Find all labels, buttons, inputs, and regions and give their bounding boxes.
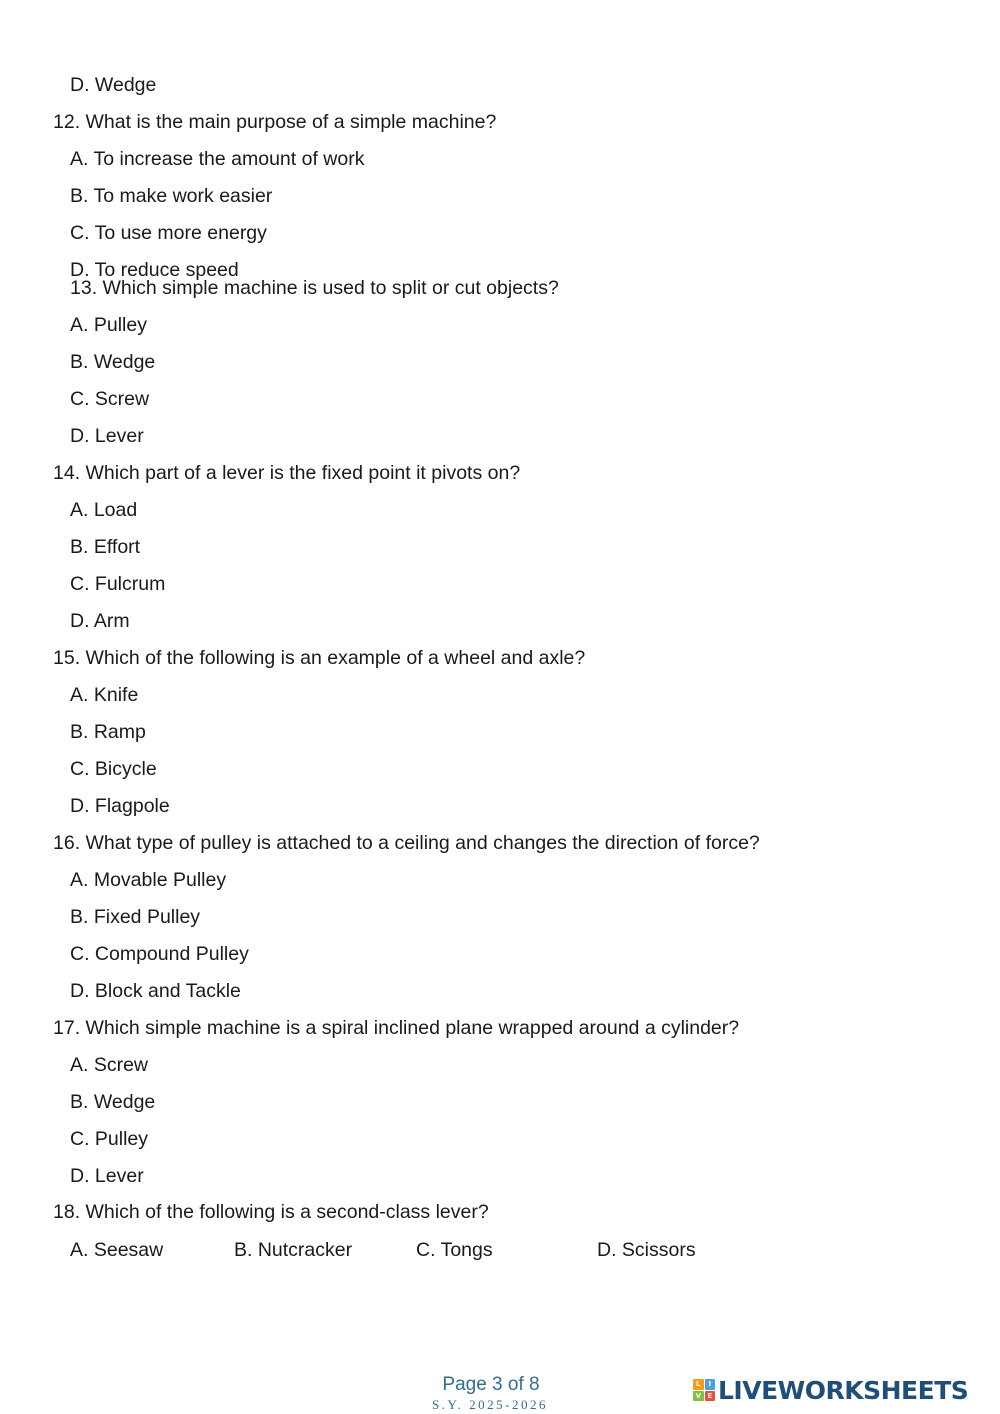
page-number: Page 3 of 8 — [442, 1374, 540, 1395]
question-12: 12. What is the main purpose of a simple machine? — [53, 111, 497, 133]
q16-option-a: A. Movable Pulley — [70, 869, 227, 891]
q17-option-b: B. Wedge — [70, 1091, 156, 1113]
q17-option-d: D. Lever — [70, 1165, 144, 1187]
q14-option-a: A. Load — [70, 499, 138, 521]
question-17: 17. Which simple machine is a spiral inclined plane wrapped around a cylinder? — [53, 1017, 740, 1039]
q18-option-d: D. Scissors — [597, 1239, 696, 1261]
logo-mark-l: L — [693, 1379, 704, 1390]
question-13: 13. Which simple machine is used to split or cut objects? — [70, 277, 559, 299]
q12-option-b: B. To make work easier — [70, 185, 273, 207]
q17-option-a: A. Screw — [70, 1054, 149, 1076]
q12-option-c: C. To use more energy — [70, 222, 267, 244]
question-15: 15. Which of the following is an example of a wheel and axle? — [53, 647, 586, 669]
q13-option-b: B. Wedge — [70, 351, 156, 373]
q14-option-b: B. Effort — [70, 536, 141, 558]
q14-option-d: D. Arm — [70, 610, 130, 632]
q16-option-c: C. Compound Pulley — [70, 943, 249, 965]
q15-option-c: C. Bicycle — [70, 758, 157, 780]
q12-option-d: D. To reduce speed — [70, 259, 239, 281]
school-year: S.Y. 2025-2026 — [431, 1397, 549, 1412]
logo-text: LIVEWORKSHEETS — [718, 1375, 969, 1405]
q15-option-a: A. Knife — [70, 684, 139, 706]
q13-option-a: A. Pulley — [70, 314, 147, 336]
q16-option-d: D. Block and Tackle — [70, 980, 241, 1002]
q15-option-b: B. Ramp — [70, 721, 146, 743]
q18-option-b: B. Nutcracker — [234, 1239, 353, 1261]
q13-option-d: D. Lever — [70, 425, 144, 447]
q17-option-c: C. Pulley — [70, 1128, 149, 1150]
q13-option-c: C. Screw — [70, 388, 150, 410]
logo-mark-e: E — [705, 1391, 716, 1402]
q11-option-d: D. Wedge — [70, 74, 157, 96]
logo-mark-i: I — [705, 1379, 716, 1390]
q14-option-c: C. Fulcrum — [70, 573, 166, 595]
liveworksheets-logo-icon — [693, 1379, 715, 1401]
question-14: 14. Which part of a lever is the fixed point it pivots on? — [53, 462, 521, 484]
liveworksheets-logo[interactable] — [693, 1374, 968, 1406]
logo-mark-v: V — [693, 1391, 704, 1402]
q16-option-b: B. Fixed Pulley — [70, 906, 201, 928]
question-16: 16. What type of pulley is attached to a ceiling and changes the direction of force? — [53, 832, 760, 854]
question-18: 18. Which of the following is a second-class lever? — [53, 1201, 489, 1223]
q18-option-a: A. Seesaw — [70, 1239, 164, 1261]
q12-option-a: A. To increase the amount of work — [70, 148, 365, 170]
q15-option-d: D. Flagpole — [70, 795, 170, 817]
q18-option-c: C. Tongs — [416, 1239, 493, 1261]
